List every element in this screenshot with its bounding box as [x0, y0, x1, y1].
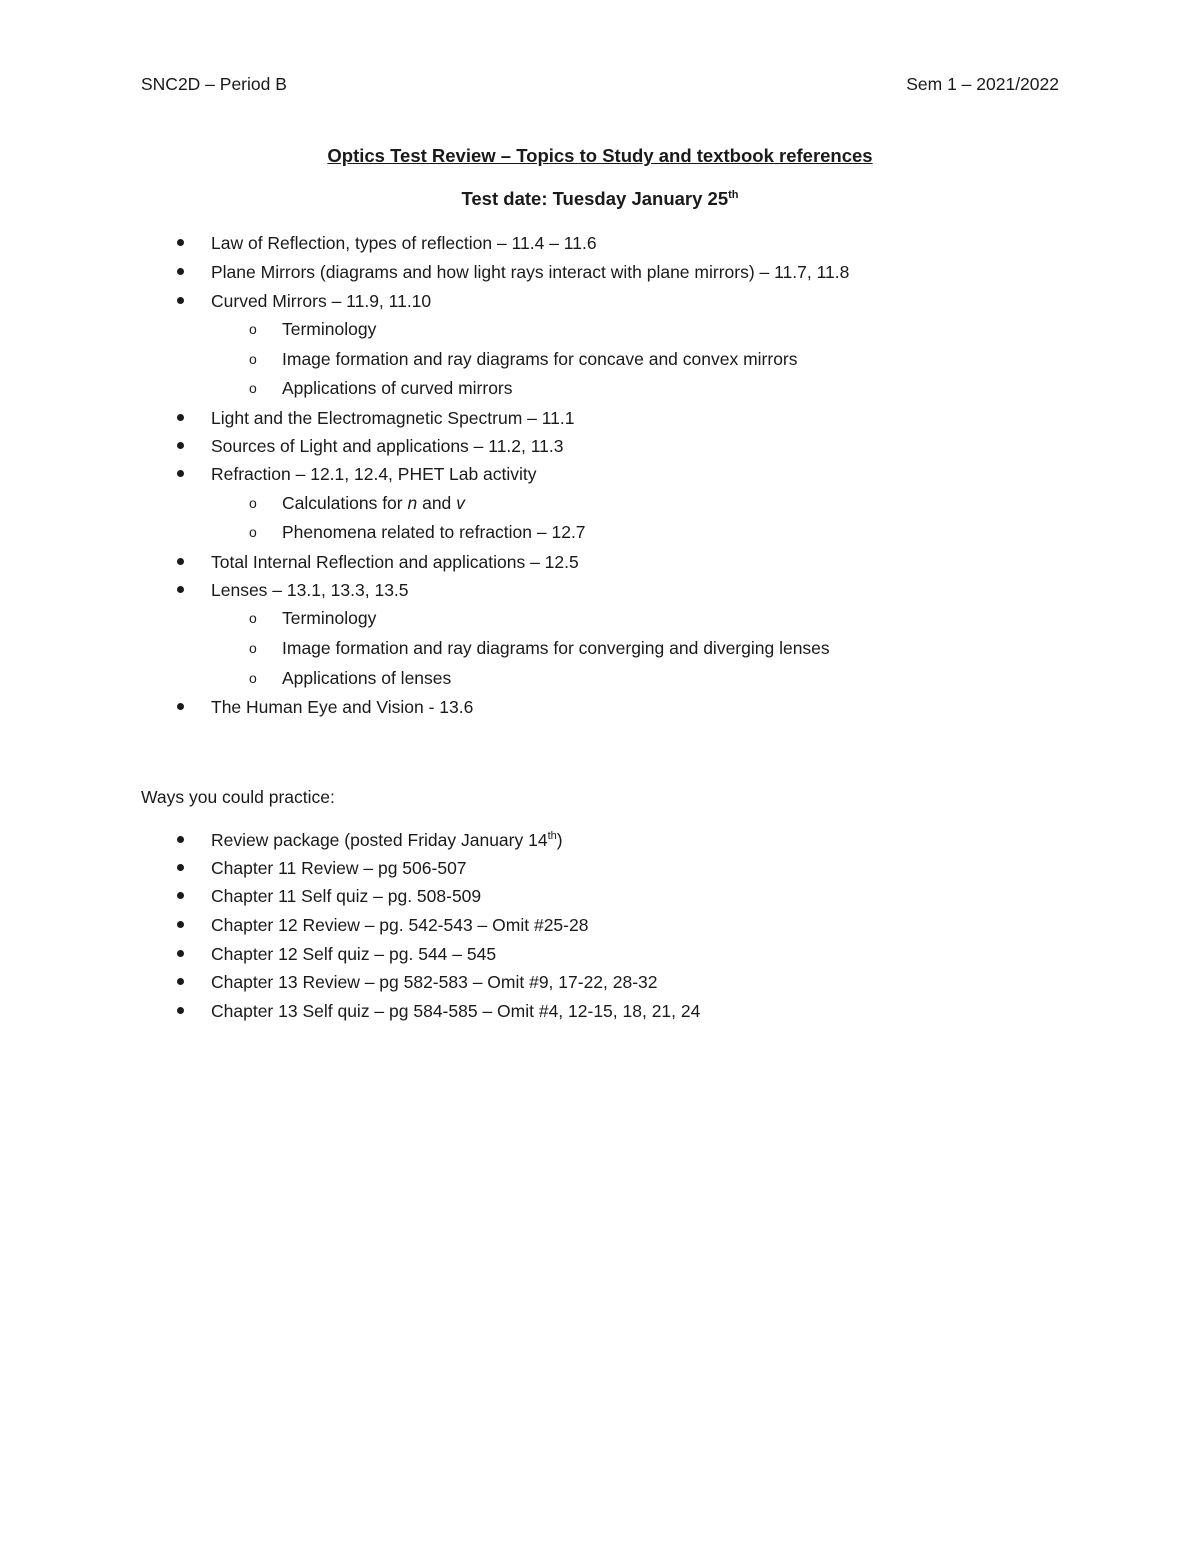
bullet-icon — [177, 297, 184, 304]
bullet-icon — [177, 978, 184, 985]
refraction-calc-n: n — [407, 493, 418, 513]
refraction-calc-prefix: Calculations for — [282, 493, 408, 513]
practice-ch13-quiz: Chapter 13 Self quiz – pg 584-585 – Omit #4, 12-15, 18, 21, 24 — [211, 1001, 701, 1021]
bullet-icon — [177, 414, 184, 421]
sub-bullet-icon: o — [249, 524, 257, 540]
topic-sources-light: Sources of Light and applications – 11.2, 11.3 — [211, 436, 564, 456]
bullet-icon — [177, 268, 184, 275]
test-date-suffix: th — [728, 189, 739, 201]
bullet-icon — [177, 703, 184, 710]
topic-light-spectrum: Light and the Electromagnetic Spectrum – 11.1 — [211, 408, 575, 428]
subtopic-lenses-applications: Applications of lenses — [282, 668, 452, 688]
header-semester: Sem 1 – 2021/2022 — [906, 74, 1059, 94]
document-title: Optics Test Review – Topics to Study and textbook references — [327, 145, 873, 166]
bullet-icon — [177, 864, 184, 871]
bullet-icon — [177, 892, 184, 899]
topic-lenses: Lenses – 13.1, 13.3, 13.5 — [211, 580, 409, 600]
refraction-calc-v: v — [456, 493, 465, 513]
sub-bullet-icon: o — [249, 670, 257, 686]
subtopic-curved-applications: Applications of curved mirrors — [282, 378, 513, 398]
topic-curved-mirrors: Curved Mirrors – 11.9, 11.10 — [211, 291, 432, 311]
test-date-label: Test date: Tuesday January 25 — [461, 188, 729, 209]
bullet-icon — [177, 586, 184, 593]
sub-bullet-icon: o — [249, 321, 257, 337]
practice-ch12-review: Chapter 12 Review – pg. 542-543 – Omit #25-28 — [211, 915, 589, 935]
practice-heading: Ways you could practice: — [141, 787, 335, 807]
bullet-icon — [177, 1007, 184, 1014]
bullet-icon — [177, 836, 184, 843]
bullet-icon — [177, 239, 184, 246]
subtopic-refraction-phenomena: Phenomena related to refraction – 12.7 — [282, 522, 586, 542]
subtopic-curved-terminology: Terminology — [282, 319, 377, 339]
sub-bullet-icon: o — [249, 380, 257, 396]
review-package-text: Review package (posted Friday January 14 — [211, 830, 548, 850]
topic-law-reflection: Law of Reflection, types of reflection – 11.4 – 11.6 — [211, 233, 597, 253]
subtopic-curved-image-formation: Image formation and ray diagrams for concave and convex mirrors — [282, 349, 798, 369]
practice-ch13-review: Chapter 13 Review – pg 582-583 – Omit #9, 17-22, 28-32 — [211, 972, 658, 992]
sub-bullet-icon: o — [249, 495, 257, 511]
sub-bullet-icon: o — [249, 610, 257, 626]
bullet-icon — [177, 470, 184, 477]
topic-total-internal-reflection: Total Internal Reflection and applications – 12.5 — [211, 552, 579, 572]
test-date — [0, 187, 1200, 211]
sub-bullet-icon: o — [249, 351, 257, 367]
topic-human-eye: The Human Eye and Vision - 13.6 — [211, 697, 474, 717]
practice-ch12-quiz: Chapter 12 Self quiz – pg. 544 – 545 — [211, 944, 497, 964]
practice-ch11-review: Chapter 11 Review – pg 506-507 — [211, 858, 467, 878]
review-package-sup: th — [547, 830, 557, 842]
review-package-close: ) — [556, 830, 563, 850]
subtopic-refraction-calculations — [282, 492, 465, 514]
practice-ch11-quiz: Chapter 11 Self quiz – pg. 508-509 — [211, 886, 482, 906]
practice-review-package — [211, 829, 563, 851]
topic-plane-mirrors: Plane Mirrors (diagrams and how light rays interact with plane mirrors) – 11.7, 11.8 — [211, 262, 850, 282]
bullet-icon — [177, 950, 184, 957]
bullet-icon — [177, 921, 184, 928]
header-course: SNC2D – Period B — [141, 74, 287, 94]
bullet-icon — [177, 558, 184, 565]
subtopic-lenses-terminology: Terminology — [282, 608, 377, 628]
sub-bullet-icon: o — [249, 640, 257, 656]
subtopic-lenses-image-formation: Image formation and ray diagrams for converging and diverging lenses — [282, 638, 830, 658]
bullet-icon — [177, 442, 184, 449]
refraction-calc-and: and — [417, 493, 457, 513]
topic-refraction: Refraction – 12.1, 12.4, PHET Lab activity — [211, 464, 537, 484]
